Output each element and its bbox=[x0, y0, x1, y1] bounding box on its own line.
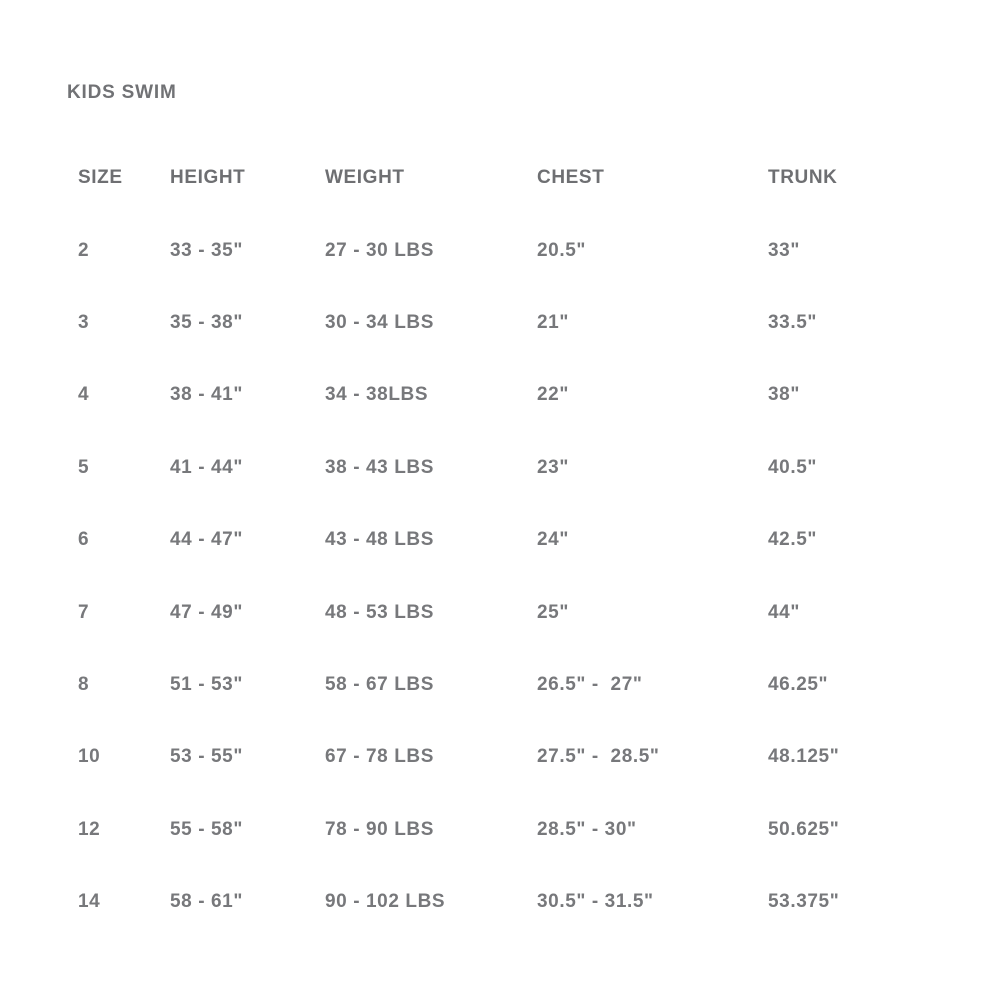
cell-chest: 23" bbox=[537, 456, 569, 478]
cell-height: 58 - 61" bbox=[170, 891, 243, 913]
cell-weight: 90 - 102 LBS bbox=[325, 891, 446, 913]
cell-chest: 20.5" bbox=[537, 239, 586, 261]
cell-weight: 30 - 34 LBS bbox=[325, 311, 435, 333]
cell-trunk: 40.5" bbox=[768, 456, 817, 478]
cell-height: 51 - 53" bbox=[170, 673, 243, 695]
cell-size: 5 bbox=[78, 456, 90, 478]
table-row bbox=[78, 287, 958, 359]
cell-size: 3 bbox=[78, 311, 90, 333]
size-chart-table bbox=[78, 142, 958, 938]
cell-trunk: 46.25" bbox=[768, 673, 829, 695]
column-header-size: SIZE bbox=[78, 167, 123, 189]
cell-weight: 48 - 53 LBS bbox=[325, 601, 435, 623]
cell-size: 12 bbox=[78, 818, 101, 840]
page-title: KIDS SWIM bbox=[67, 82, 177, 103]
table-row bbox=[78, 721, 958, 793]
cell-chest: 28.5" - 30" bbox=[537, 818, 637, 840]
table-row bbox=[78, 794, 958, 866]
cell-trunk: 50.625" bbox=[768, 818, 840, 840]
cell-chest: 22" bbox=[537, 384, 569, 406]
cell-chest: 26.5" - 27" bbox=[537, 673, 643, 695]
cell-weight: 38 - 43 LBS bbox=[325, 456, 435, 478]
cell-size: 7 bbox=[78, 601, 90, 623]
table-row bbox=[78, 504, 958, 576]
cell-height: 44 - 47" bbox=[170, 529, 243, 551]
cell-chest: 25" bbox=[537, 601, 569, 623]
cell-size: 14 bbox=[78, 891, 101, 913]
cell-height: 33 - 35" bbox=[170, 239, 243, 261]
cell-weight: 27 - 30 LBS bbox=[325, 239, 435, 261]
cell-weight: 78 - 90 LBS bbox=[325, 818, 435, 840]
column-header-height: HEIGHT bbox=[170, 167, 246, 189]
cell-height: 41 - 44" bbox=[170, 456, 243, 478]
cell-chest: 30.5" - 31.5" bbox=[537, 891, 654, 913]
cell-trunk: 44" bbox=[768, 601, 800, 623]
column-header-chest: CHEST bbox=[537, 167, 605, 189]
cell-size: 4 bbox=[78, 384, 90, 406]
cell-trunk: 42.5" bbox=[768, 529, 817, 551]
cell-size: 10 bbox=[78, 746, 101, 768]
cell-height: 47 - 49" bbox=[170, 601, 243, 623]
column-header-weight: WEIGHT bbox=[325, 167, 405, 189]
cell-size: 2 bbox=[78, 239, 90, 261]
cell-trunk: 33.5" bbox=[768, 311, 817, 333]
cell-trunk: 53.375" bbox=[768, 891, 840, 913]
cell-chest: 27.5" - 28.5" bbox=[537, 746, 660, 768]
column-header-trunk: TRUNK bbox=[768, 167, 838, 189]
cell-height: 38 - 41" bbox=[170, 384, 243, 406]
table-row bbox=[78, 866, 958, 938]
cell-height: 53 - 55" bbox=[170, 746, 243, 768]
cell-trunk: 38" bbox=[768, 384, 800, 406]
cell-size: 6 bbox=[78, 529, 90, 551]
table-row bbox=[78, 214, 958, 286]
cell-trunk: 33" bbox=[768, 239, 800, 261]
cell-chest: 24" bbox=[537, 529, 569, 551]
cell-weight: 67 - 78 LBS bbox=[325, 746, 435, 768]
cell-weight: 43 - 48 LBS bbox=[325, 529, 435, 551]
cell-height: 35 - 38" bbox=[170, 311, 243, 333]
table-row bbox=[78, 359, 958, 431]
table-row bbox=[78, 432, 958, 504]
cell-trunk: 48.125" bbox=[768, 746, 840, 768]
cell-chest: 21" bbox=[537, 311, 569, 333]
table-row bbox=[78, 576, 958, 648]
cell-height: 55 - 58" bbox=[170, 818, 243, 840]
table-row bbox=[78, 649, 958, 721]
cell-weight: 58 - 67 LBS bbox=[325, 673, 435, 695]
cell-size: 8 bbox=[78, 673, 90, 695]
table-header-row bbox=[78, 142, 958, 214]
cell-weight: 34 - 38LBS bbox=[325, 384, 429, 406]
